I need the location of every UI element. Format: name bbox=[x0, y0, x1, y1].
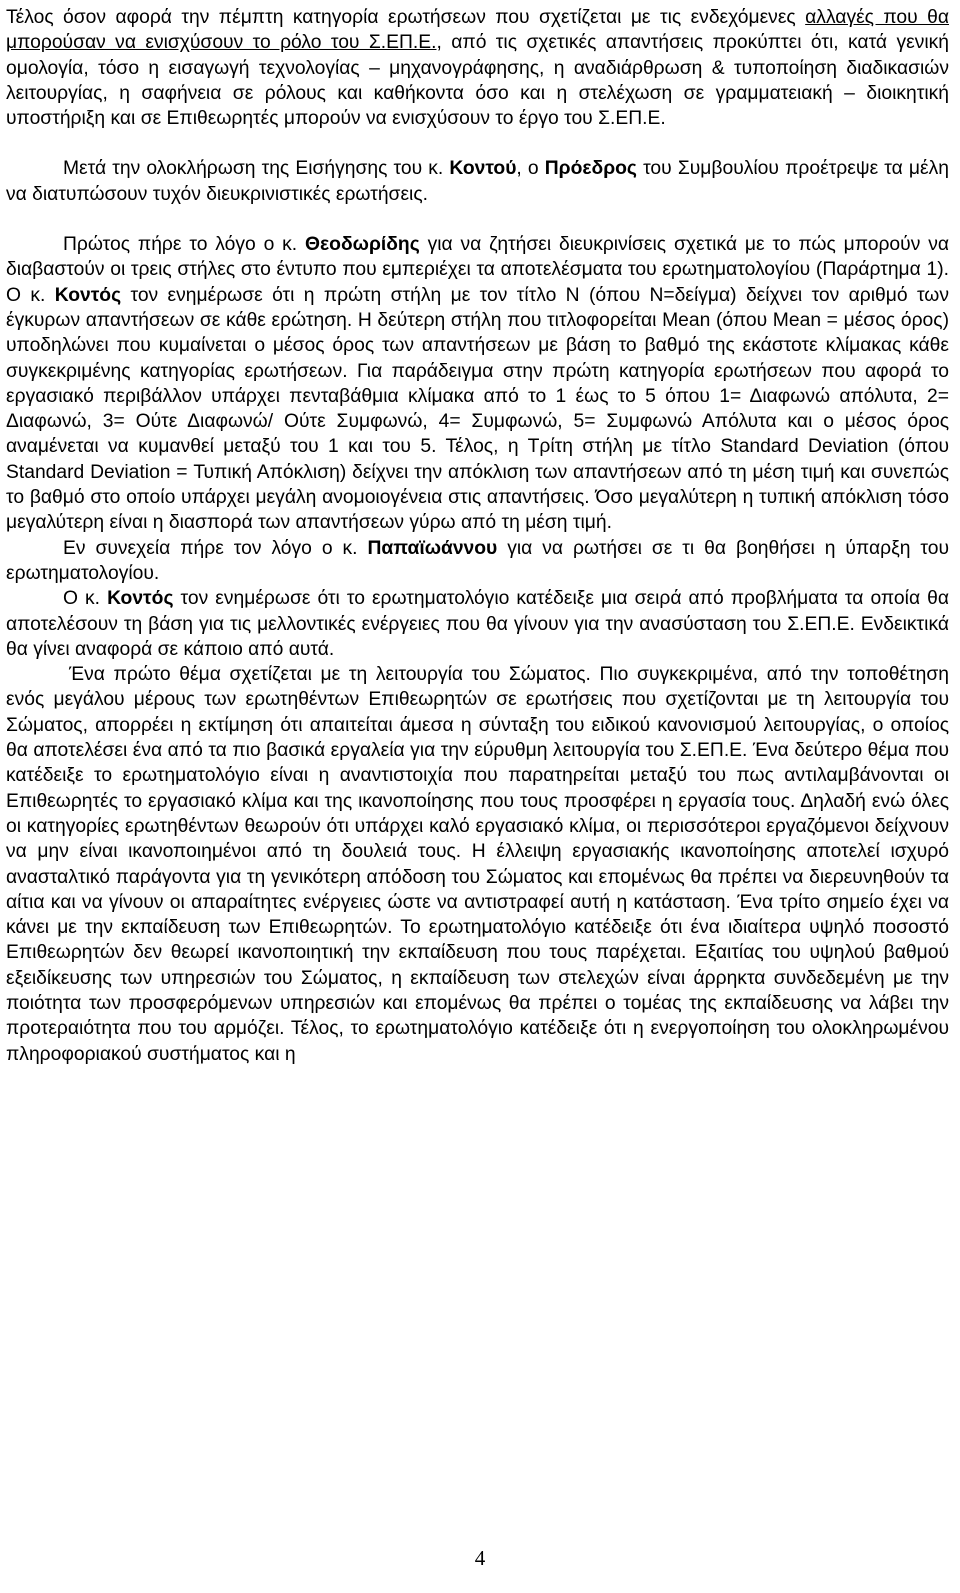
text-run: τον ενημέρωσε ότι το ερωτηματολόγιο κατέδειξε μια σειρά από προβλήματα τα οποία θα αποτελέσουν τη βάση για τις μελλοντικές ενέργειες που θα γίνουν για την ανασύσταση του Σ.ΕΠ.Ε. Ενδεικτικά θα γίνει αναφορά σε κάποιο από αυτά. bbox=[6, 588, 949, 660]
underlined-phrase: αλλαγές που θα μπορούσαν να ενισχύσουν το ρόλο του Σ.ΕΠ.Ε. bbox=[6, 7, 949, 54]
text-run: , ο bbox=[516, 158, 545, 180]
page-number: 4 bbox=[474, 1546, 486, 1570]
text-run: Ο κ. bbox=[63, 588, 108, 610]
text-run: Εν συνεχεία πήρε τον λόγο ο κ. bbox=[63, 537, 368, 559]
bold-name-proedros: Πρόεδρος bbox=[544, 158, 637, 180]
bold-name-kontou: Κοντού bbox=[449, 158, 517, 180]
text-run: για να ζητήσει διευκρινίσεις σχετικά με το πώς μπορούν να διαβαστούν οι τρεις στήλες στο έντυπο που εμπεριέχει τα αποτελέσματα του ερωτηματολογίου (Παράρτημα 1). Ο κ. bbox=[6, 234, 949, 306]
bold-name-papaioannou: Παπαϊωάννου bbox=[367, 537, 498, 559]
text-run: του Συμβουλίου προέτρεψε τα μέλη να διατυπώσουν τυχόν διευκρινιστικές ερωτήσεις. bbox=[6, 158, 949, 205]
bold-name-kontos: Κοντός bbox=[54, 284, 122, 306]
bold-name-kontos: Κοντός bbox=[107, 588, 174, 610]
paragraph-after-presentation bbox=[6, 156, 949, 207]
paragraph-fifth-category bbox=[6, 5, 949, 131]
paragraph-kontos-reply bbox=[6, 586, 949, 662]
text-run: Τέλος όσον αφορά την πέμπτη κατηγορία ερωτήσεων που σχετίζεται με τις ενδεχόμενες bbox=[6, 7, 806, 28]
text-run: για να ρωτήσει σε τι θα βοηθήσει η ύπαρξη του ερωτηματολογίου. bbox=[6, 537, 949, 584]
bold-name-theodoridis: Θεοδωρίδης bbox=[305, 234, 420, 256]
text-run: Πρώτος πήρε το λόγο ο κ. bbox=[63, 234, 306, 256]
document-body bbox=[6, 5, 949, 1067]
paragraph-issues: Ένα πρώτο θέμα σχετίζεται με τη λειτουργία του Σώματος. Πιο συγκεκριμένα, από την τοποθέτηση ενός μεγάλου μέρους των ερωτηθέντων Επιθεωρητών σε ερωτήσεις που σχετίζονται με τη λειτουργία του Σώματος, απορρέει η εκτίμηση ότι απαιτείται άμεσα η σύνταξη του ειδικού κανονισμού λειτουργίας, ο οποίος θα αποτελέσει ένα από τα πιο βασικά εργαλεία για την εύρυθμη λειτουργία του Σ.ΕΠ.Ε. Ένα δεύτερο θέμα που κατέδειξε το ερωτηματολόγιο είναι η αναντιστοιχία που παρατηρείται μεταξύ του πως αντιλαμβάνονται οι Επιθεωρητές το εργασιακό κλίμα και της ικανοποίησης που τους προσφέρει η εργασία τους. Δηλαδή ενώ όλες οι κατηγορίες ερωτηθέντων θεωρούν ότι υπάρχει καλό εργασιακό κλίμα, οι περισσότεροι εργαζόμενοι δείχνουν να μην είναι ικανοποιημένοι από τη δουλειά τους. Η έλλειψη εργασιακής ικανοποίησης αποτελεί ισχυρό ανασταλτικό παράγοντα για τη γενικότερη απόδοση του Σώματος και επομένως θα πρέπει να διερευνηθούν τα αίτια και να γίνουν οι απαραίτητες ενέργειες ώστε να αντιστραφεί αυτή η κατάσταση. Ένα τρίτο σημείο έχει να κάνει με την εκπαίδευση των Επιθεωρητών. Το ερωτηματολόγιο κατέδειξε ότι ένα ιδιαίτερα υψηλό ποσοστό Επιθεωρητών δεν θεωρεί ικανοποιητική την εκπαίδευση που τους παρέχεται. Εξαιτίας του υψηλού βαθμού εξειδίκευσης των υπηρεσιών του Σώματος, η εκπαίδευση των στελεχών είναι άρρηκτα συνδεδεμένη με την ποιότητα των προσφερόμενων υπηρεσιών και επομένως θα πρέπει ο τομέας της εκπαίδευσης να λάβει την προτεραιότητα που του αρμόζει. Τέλος, το ερωτηματολόγιο κατέδειξε ότι η ενεργοποίηση του ολοκληρωμένου πληροφοριακού συστήματος και η bbox=[6, 664, 949, 1065]
paragraph-papaioannou bbox=[6, 536, 949, 587]
text-run: Μετά την ολοκλήρωση της Εισήγησης του κ. bbox=[63, 158, 450, 180]
text-run: τον ενημέρωσε ότι η πρώτη στήλη με τον τίτλο Ν (όπου Ν=δείγμα) δείχνει τον αριθμό των έγκυρων απαντήσεων σε κάθε ερώτηση. Η δεύτερη στήλη που τιτλοφορείται Mean (όπου Mean = μέσος όρος) υποδηλώνει που κυμαίνεται ο μέσος όρος των απαντήσεων με βάση το βαθμό της εκάστοτε κλίμακας κάθε συγκεκριμένης κατηγορίας ερωτήσεων. Για παράδειγμα στην πρώτη κατηγορία ερωτήσεων που αφορά το εργασιακό περιβάλλον υπάρχει πενταβάθμια κλίμακα από το 1 έως το 5 όπου 1= Διαφωνώ απόλυτα, 2= Διαφωνώ, 3= Ούτε Διαφωνώ/ Ούτε Συμφωνώ, 4= Συμφωνώ, 5= Συμφωνώ Απόλυτα και ο μέσος όρος αναμένεται να κυμανθεί μεταξύ του 1 και του 5. Τέλος, η Τρίτη στήλη με τίτλο Standard Deviation (όπου Standard Deviation = Τυπική Απόκλιση) δείχνει την απόκλιση των απαντήσεων από τη μέση τιμή και συνεπώς το βαθμό στο οποίο υπάρχει μεγάλη ανομοιογένεια στις απαντήσεις. Όσο μεγαλύτερη η τυπική απόκλιση τόσο μεγαλύτερη είναι η διασπορά των απαντήσεων γύρω από τη μέση τιμή. bbox=[6, 284, 949, 534]
text-run: , από τις σχετικές απαντήσεις προκύπτει ότι, κατά γενική ομολογία, τόσο η εισαγωγή τεχνολογίας – μηχανογράφησης, η αναδιάρθρωση & τυποποίηση διαδικασιών λειτουργίας, η σαφήνεια σε ρόλους και καθήκοντα όσο και η στελέχωση σε γραμματειακή – διοικητική υποστήριξη και σε Επιθεωρητές μπορούν να ενισχύσουν το έργο του Σ.ΕΠ.Ε. bbox=[6, 32, 949, 130]
paragraph-theodoridis bbox=[6, 232, 949, 536]
